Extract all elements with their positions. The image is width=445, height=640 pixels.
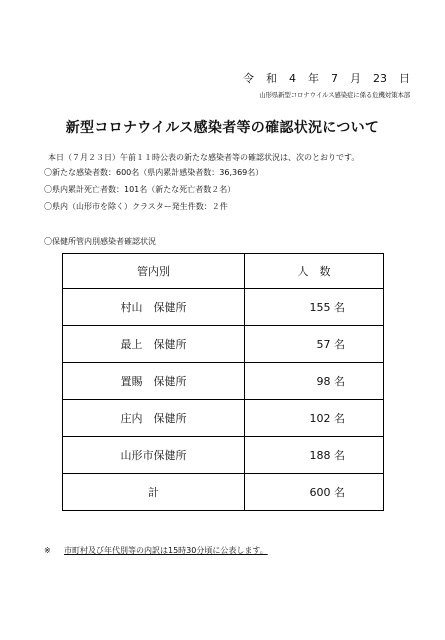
row-name: 庄内 保健所 xyxy=(63,400,245,437)
table-row xyxy=(63,363,384,400)
total-label: 計 xyxy=(63,474,245,511)
note-text: 市町村及び年代別等の内訳は15時30分頃に公表します。 xyxy=(64,546,268,555)
row-name: 最上 保健所 xyxy=(63,326,245,363)
row-count: 102 名 xyxy=(245,400,384,437)
row-name: 山形市保健所 xyxy=(63,437,245,474)
table-row xyxy=(63,326,384,363)
clusters-line: 〇県内（山形市を除く）クラスター発生件数：２件 xyxy=(44,202,228,211)
new-cases-line: 〇新たな感染者数：600名（県内累計感染者数：36,369名） xyxy=(44,168,264,177)
issuing-department: 山形県新型コロナウイルス感染症に係る危機対策本部 xyxy=(259,91,410,99)
row-name: 村山 保健所 xyxy=(63,289,245,326)
row-name: 置賜 保健所 xyxy=(63,363,245,400)
row-count: 155 名 xyxy=(245,289,384,326)
note-mark: ※ xyxy=(44,546,51,555)
footnote xyxy=(44,545,268,556)
date-part: 23 xyxy=(373,72,387,85)
intro-text: 本日（７月２３日）午前１１時公表の新たな感染者等の確認状況は、次のとおりです。 xyxy=(48,153,360,162)
total-count: 600 名 xyxy=(245,474,384,511)
date-part: 年 xyxy=(308,72,319,85)
document-title: 新型コロナウイルス感染者等の確認状況について xyxy=(65,120,380,136)
date-part: 7 xyxy=(331,72,338,85)
date-part: 令 xyxy=(243,72,254,85)
document-date xyxy=(231,70,410,86)
table-title: 〇保健所管内別感染者確認状況 xyxy=(44,237,156,246)
header-jurisdiction: 管内別 xyxy=(63,254,245,289)
header-count: 人 数 xyxy=(245,254,384,289)
date-part: 月 xyxy=(350,72,361,85)
table-row xyxy=(63,289,384,326)
cases-by-health-center-table xyxy=(62,253,384,511)
deaths-line: 〇県内累計死亡者数：101名（新たな死亡者数２名） xyxy=(44,185,236,194)
date-part: 日 xyxy=(399,72,410,85)
table-row xyxy=(63,437,384,474)
date-part: 和 xyxy=(266,72,277,85)
table-row xyxy=(63,400,384,437)
row-count: 57 名 xyxy=(245,326,384,363)
table-total-row xyxy=(63,474,384,511)
date-part: 4 xyxy=(289,72,296,85)
table-header-row xyxy=(63,254,384,289)
row-count: 98 名 xyxy=(245,363,384,400)
row-count: 188 名 xyxy=(245,437,384,474)
